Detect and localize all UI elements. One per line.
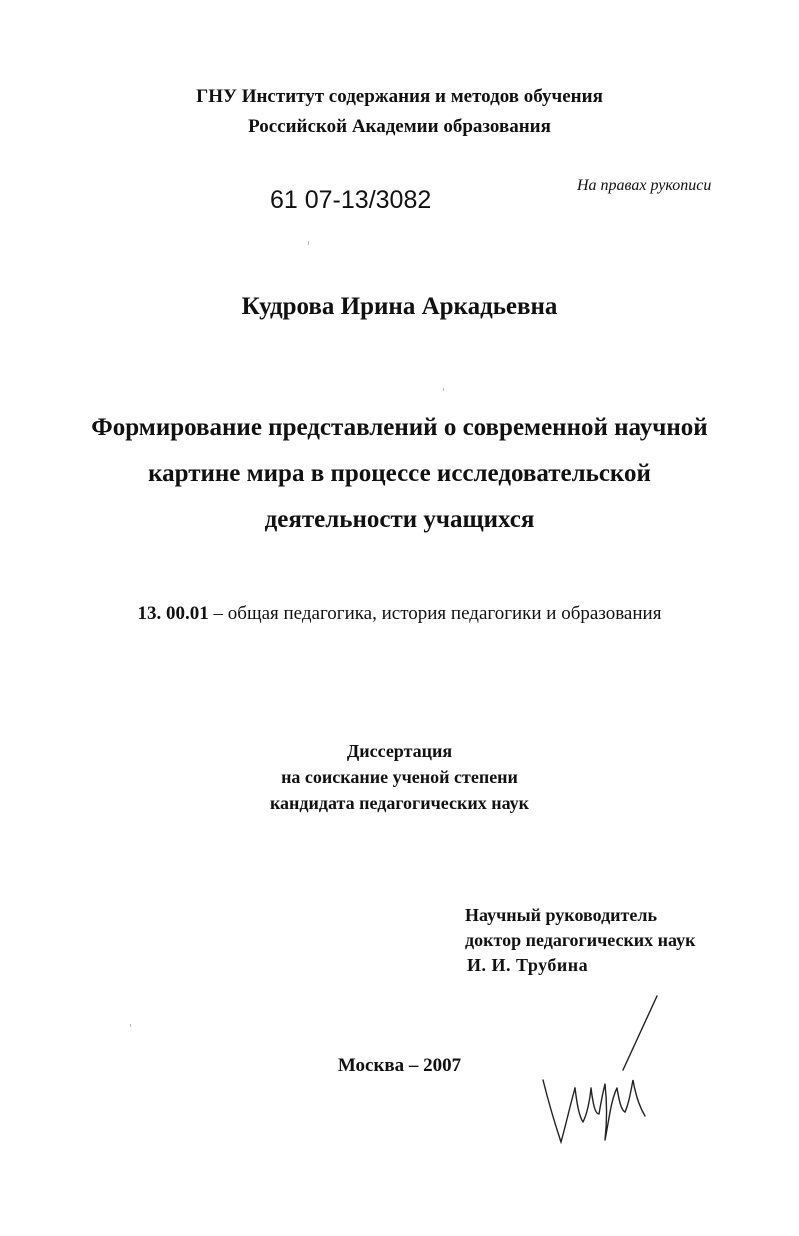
- degree-line-1: Диссертация: [346, 741, 453, 761]
- degree-line-2: на соискание ученой степени: [281, 767, 518, 787]
- degree-line-3: кандидата педагогических наук: [269, 793, 530, 813]
- signature-icon: [535, 992, 665, 1152]
- scan-speck: [443, 388, 444, 391]
- specialty-code: 13. 00.01: [137, 603, 209, 624]
- title-line-1: Формирование представлений о современной научной: [91, 414, 708, 441]
- institution-line-1: ГНУ Институт содержания и методов обучения: [196, 86, 603, 107]
- rights-note: На правах рукописи: [577, 177, 712, 194]
- place-year: Москва – 2007: [337, 1055, 462, 1076]
- dissertation-title: [0, 405, 799, 543]
- title-line-3: деятельности учащихся: [264, 506, 535, 533]
- institution-line-2: Российской Академии образования: [248, 116, 551, 137]
- supervisor-role: Научный руководитель: [465, 905, 657, 925]
- supervisor-name: И. И. Трубина: [467, 955, 589, 975]
- institution-header: [0, 82, 799, 142]
- specialty-description: – общая педагогика, история педагогики и образования: [208, 603, 662, 624]
- scan-speck: [130, 1024, 131, 1027]
- specialty: [0, 603, 799, 625]
- title-line-2: картине мира в процессе исследовательской: [148, 460, 651, 487]
- scan-speck: [308, 241, 309, 245]
- registry-number: 61 07-13/3082: [270, 186, 432, 214]
- supervisor-title: доктор педагогических наук: [465, 930, 696, 950]
- author-name: Кудрова Ирина Аркадьевна: [241, 293, 558, 320]
- degree-block: [0, 738, 799, 816]
- supervisor-block: [465, 903, 696, 978]
